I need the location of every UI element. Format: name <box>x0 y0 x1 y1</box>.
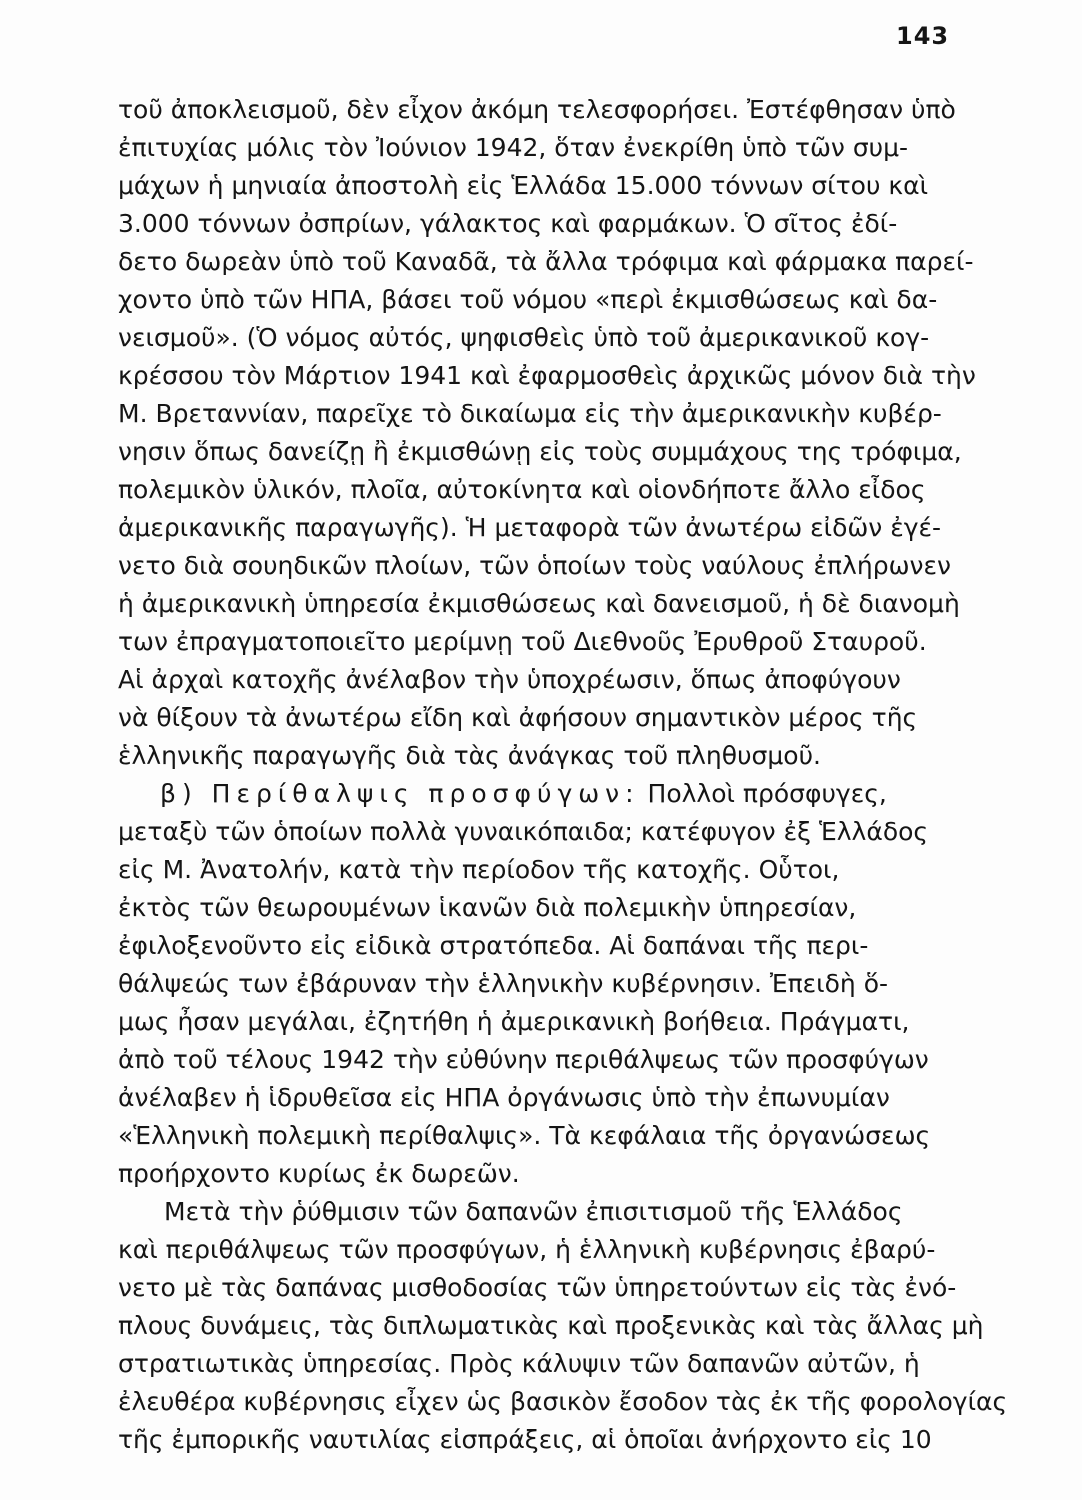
text-line: ἐφιλοξενοῦντο εἰς εἰδικὰ στρατόπεδα. Αἱ δαπάναι τῆς περι- <box>118 931 869 960</box>
text-line: δετο δωρεὰν ὑπὸ τοῦ Καναδᾶ, τὰ ἄλλα τρόφιμα καὶ φάρμακα παρεί- <box>118 247 974 276</box>
text-line: στρατιωτικὰς ὑπηρεσίας. Πρὸς κάλυψιν τῶν δαπανῶν αὐτῶν, ἡ <box>118 1349 920 1378</box>
text-line: Αἱ ἀρχαὶ κατοχῆς ἀνέλαβον τὴν ὑποχρέωσιν, ὅπως ἀποφύγουν <box>118 665 901 694</box>
text-line: καὶ περιθάλψεως τῶν προσφύγων, ἡ ἑλληνικὴ κυβέρνησις ἐβαρύ- <box>118 1235 936 1264</box>
page-number: 143 <box>896 22 950 50</box>
text-line: νετο μὲ τὰς δαπάνας μισθοδοσίας τῶν ὑπηρετούντων εἰς τὰς ἐνό- <box>118 1273 957 1302</box>
text-line: εἰς Μ. Ἀνατολήν, κατὰ τὴν περίοδον τῆς κατοχῆς. Οὗτοι, <box>118 855 840 884</box>
section-text: Πολλοὶ πρόσφυγες, <box>647 779 887 808</box>
text-line: μάχων ἡ μηνιαία ἀποστολὴ εἰς Ἑλλάδα 15.000 τόννων σίτου καὶ <box>118 171 929 200</box>
text-line: πολεμικὸν ὑλικόν, πλοῖα, αὐτοκίνητα καὶ οἱονδήποτε ἄλλο εἶδος <box>118 475 926 504</box>
text-line: Μ. Βρεταννίαν, παρεῖχε τὸ δικαίωμα εἰς τὴν ἀμερικανικὴν κυβέρ- <box>118 399 942 428</box>
text-line: νησιν ὅπως δανείζῃ ἢ ἐκμισθώνῃ εἰς τοὺς συμμάχους της τρόφιμα, <box>118 437 962 466</box>
text-line: 3.000 τόννων ὀσπρίων, γάλακτος καὶ φαρμάκων. Ὁ σῖτος ἐδί- <box>118 209 898 238</box>
text-line: ἡ ἀμερικανικὴ ὑπηρεσία ἐκμισθώσεως καὶ δανεισμοῦ, ἡ δὲ διανομὴ <box>118 589 960 618</box>
text-line: χοντο ὑπὸ τῶν ΗΠΑ, βάσει τοῦ νόμου «περὶ ἐκμισθώσεως καὶ δα- <box>118 285 938 314</box>
text-line: ἐκτὸς τῶν θεωρουμένων ἱκανῶν διὰ πολεμικὴν ὑπηρεσίαν, <box>118 893 857 922</box>
text-line: νὰ θίξουν τὰ ἀνωτέρω εἴδη καὶ ἀφήσουν σημαντικὸν μέρος τῆς <box>118 703 918 732</box>
text-line: θάλψεώς των ἐβάρυναν τὴν ἑλληνικὴν κυβέρνησιν. Ἐπειδὴ ὅ- <box>118 969 889 998</box>
text-line: ἐλευθέρα κυβέρνησις εἶχεν ὡς βασικὸν ἔσοδον τὰς ἐκ τῆς φορολογίας <box>118 1387 1008 1416</box>
text-line: ἑλληνικῆς παραγωγῆς διὰ τὰς ἀνάγκας τοῦ πληθυσμοῦ. <box>118 741 821 770</box>
text-line: τῆς ἐμπορικῆς ναυτιλίας εἰσπράξεις, αἱ ὁποῖαι ἀνήρχοντο εἰς 10 <box>118 1425 932 1454</box>
text-line: «Ἑλληνικὴ πολεμικὴ περίθαλψις». Τὰ κεφάλαια τῆς ὀργανώσεως <box>118 1121 931 1150</box>
text-line: προήρχοντο κυρίως ἐκ δωρεῶν. <box>118 1159 520 1188</box>
text-line: ἀνέλαβεν ἡ ἱδρυθεῖσα εἰς ΗΠΑ ὀργάνωσις ὑπὸ τὴν ἐπωνυμίαν <box>118 1083 890 1112</box>
text-line: μως ἦσαν μεγάλαι, ἐζητήθη ἡ ἀμερικανικὴ βοήθεια. Πράγματι, <box>118 1007 910 1036</box>
text-line: νετο διὰ σουηδικῶν πλοίων, τῶν ὁποίων τοὺς ναύλους ἐπλήρωνεν <box>118 551 951 580</box>
text-line: πλους δυνάμεις, τὰς διπλωματικὰς καὶ προξενικὰς καὶ τὰς ἄλλας μὴ <box>118 1311 984 1340</box>
text-line: μεταξὺ τῶν ὁποίων πολλὰ γυναικόπαιδα; κατέφυγον ἐξ Ἑλλάδος <box>118 817 929 846</box>
text-line: ἀπὸ τοῦ τέλους 1942 τὴν εὐθύνην περιθάλψεως τῶν προσφύγων <box>118 1045 929 1074</box>
text-line: ἐπιτυχίας μόλις τὸν Ἰούνιον 1942, ὅταν ἐνεκρίθη ὑπὸ τῶν συμ- <box>118 133 909 162</box>
text-line: κρέσσου τὸν Μάρτιον 1941 καὶ ἐφαρμοσθεὶς ἀρχικῶς μόνον διὰ τὴν <box>118 361 976 390</box>
text-line: τοῦ ἀποκλεισμοῦ, δὲν εἶχον ἀκόμη τελεσφορήσει. Ἐστέφθησαν ὑπὸ <box>118 95 956 124</box>
text-line: των ἐπραγματοποιεῖτο μερίμνῃ τοῦ Διεθνοῦς Ἐρυθροῦ Σταυροῦ. <box>118 627 927 656</box>
section-label: β) Περίθαλψις προσφύγων: <box>160 779 640 808</box>
text-line: ἀμερικανικῆς παραγωγῆς). Ἡ μεταφορὰ τῶν ἀνωτέρω εἰδῶν ἐγέ- <box>118 513 942 542</box>
text-line: νεισμοῦ». (Ὁ νόμος αὐτός, ψηφισθεὶς ὑπὸ τοῦ ἀμερικανικοῦ κογ- <box>118 323 930 352</box>
section-heading-line <box>160 776 887 812</box>
paragraph-start: Μετὰ τὴν ῥύθμισιν τῶν δαπανῶν ἐπισιτισμοῦ τῆς Ἑλλάδος <box>164 1197 903 1226</box>
